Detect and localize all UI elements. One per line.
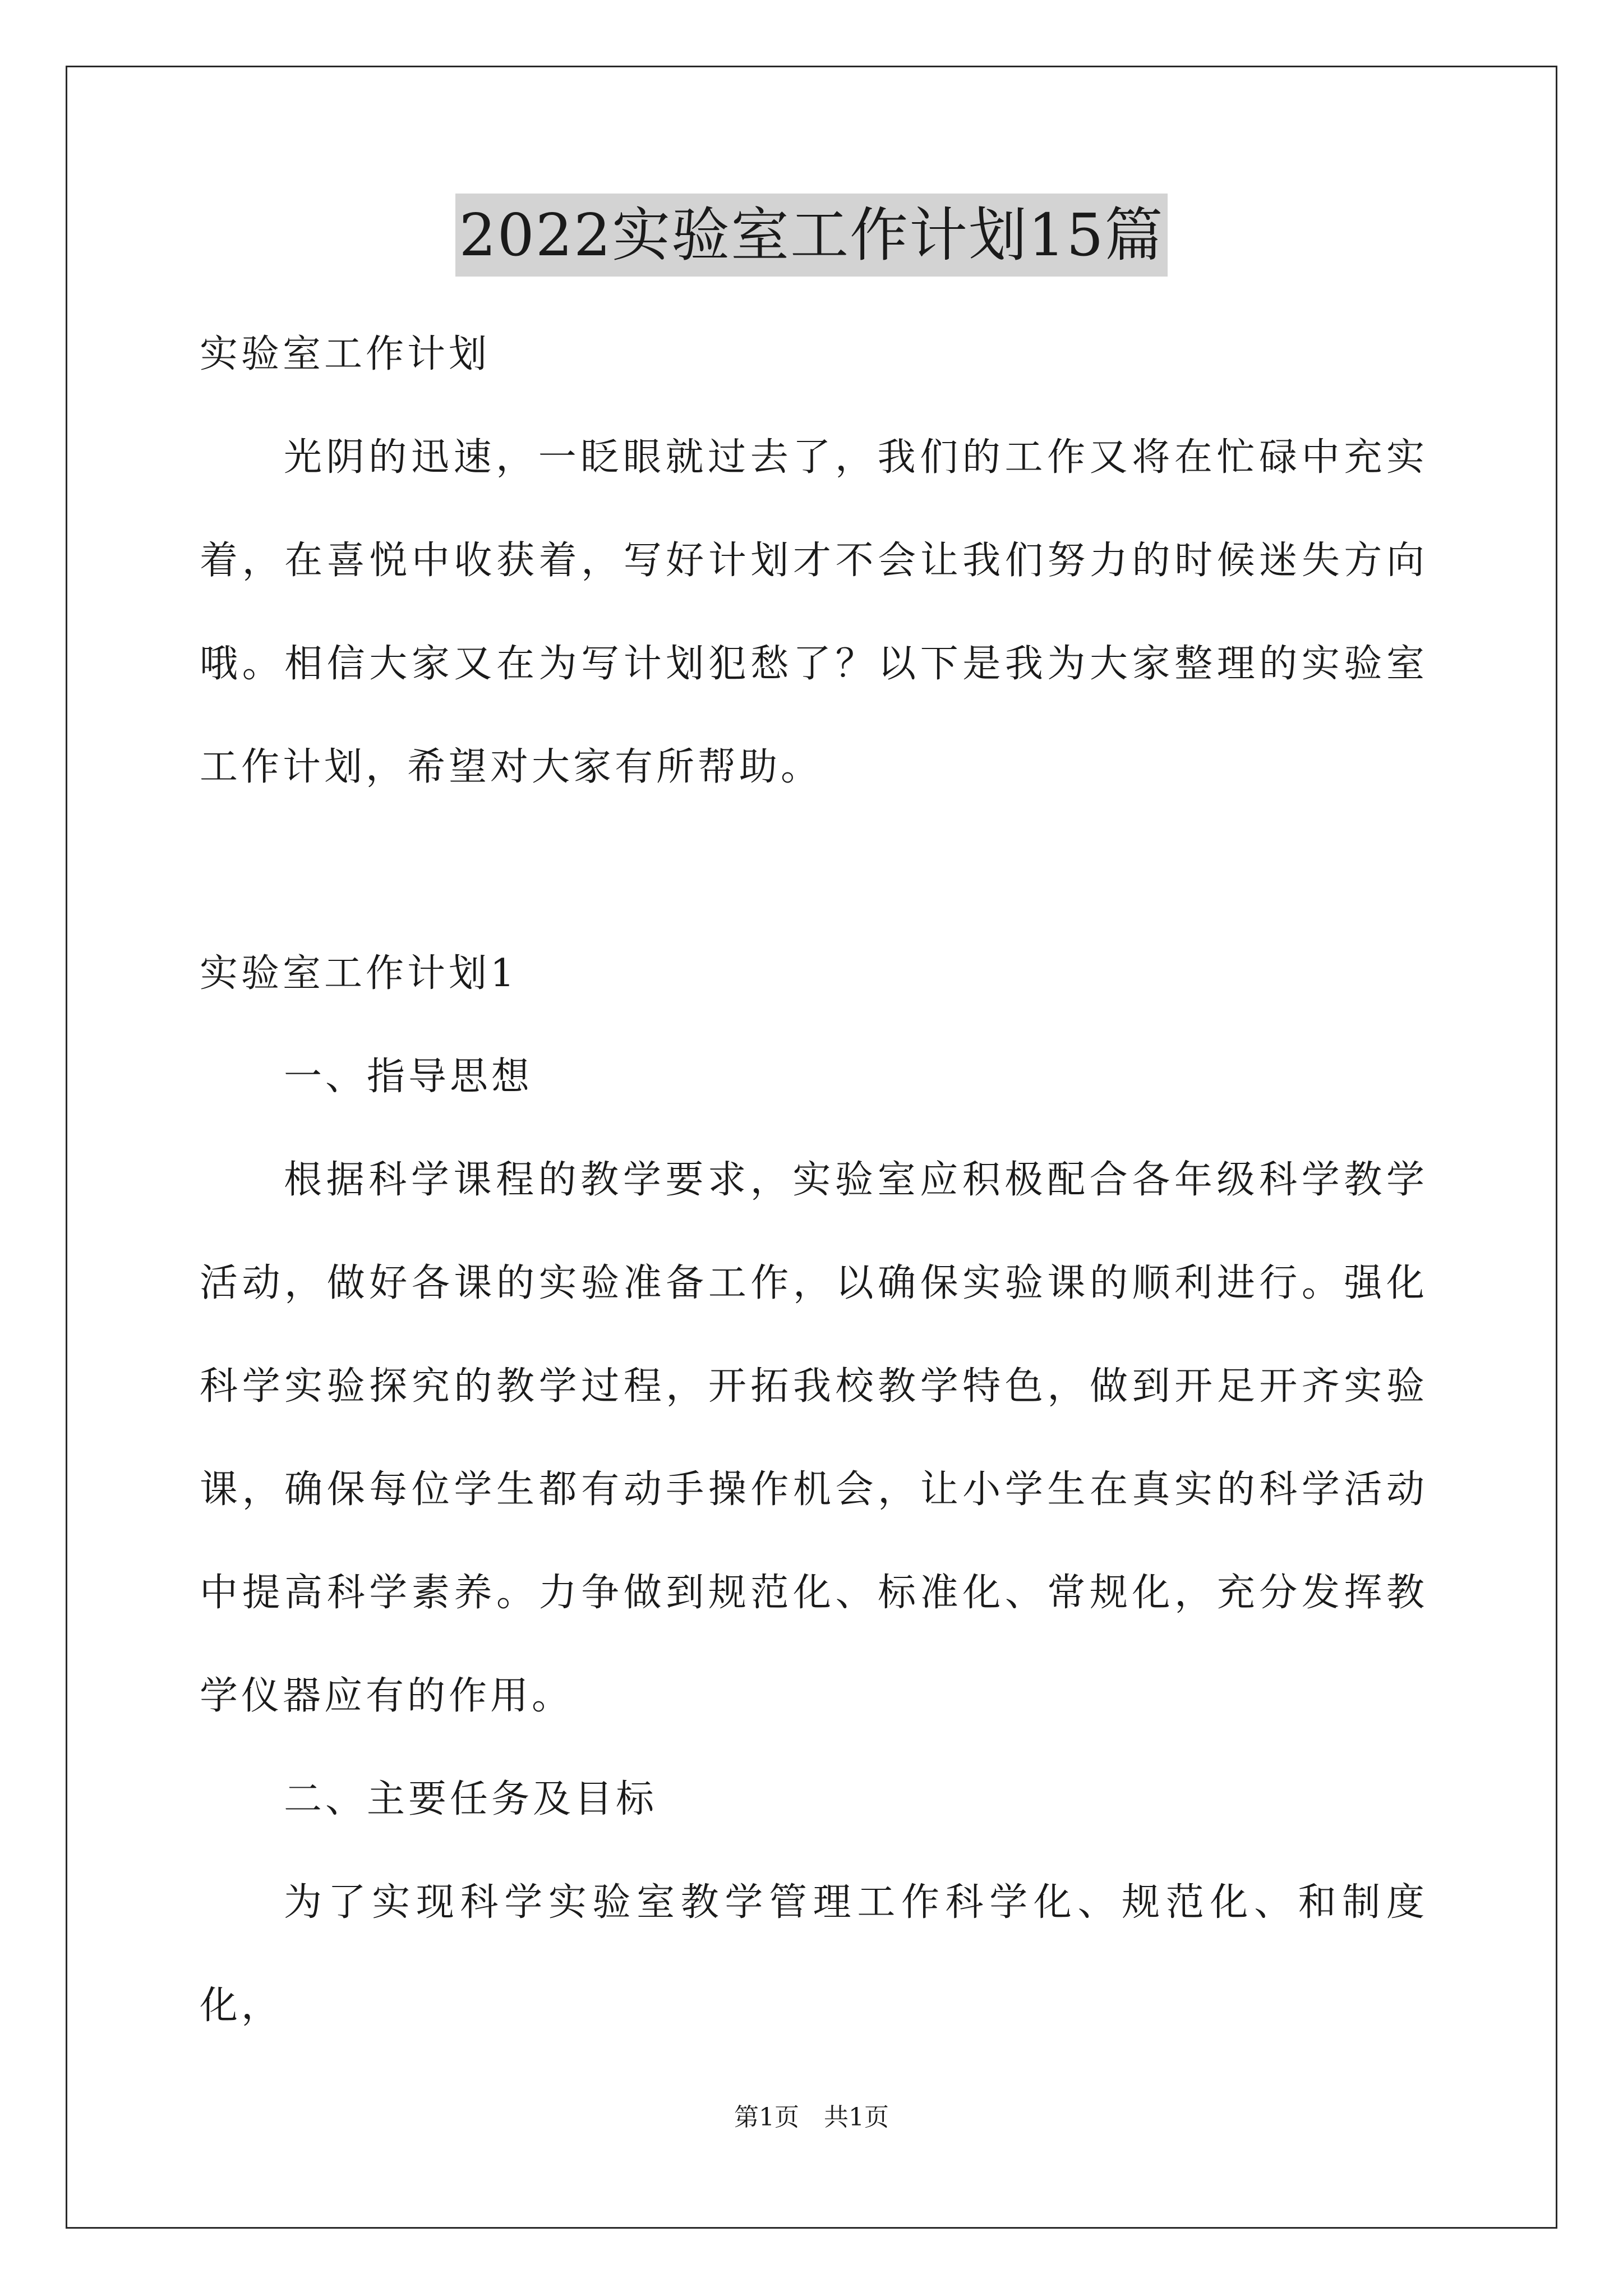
spacer [200, 819, 1428, 922]
document-title: 2022实验室工作计划15篇 [455, 194, 1167, 277]
paragraph-guiding-ideology: 根据科学课程的教学要求，实验室应积极配合各年级科学教学活动，做好各课的实验准备工作，以确保实验课的顺利进行。强化科学实验探究的教学过程，开拓我校教学特色，做到开足开齐实验课，确保每位学生都有动手操作机会，让小学生在真实的科学活动中提高科学素养。力争做到规范化、标准化、常规化，充分发挥教学仪器应有的作用。 [200, 1158, 1428, 1718]
subheading-tasks-goals: 二、主要任务及目标 [284, 1777, 658, 1821]
title-container [0, 194, 1623, 277]
plan-heading: 实验室工作计划1 [200, 951, 518, 996]
section-heading: 实验室工作计划 [200, 332, 491, 376]
page-footer: 第1页 共1页 [734, 2103, 889, 2132]
paragraph-tasks-goals: 为了实现科学实验室教学管理工作科学化、规范化、和制度化， [200, 1880, 1428, 2028]
subheading-guiding-ideology: 一、指导思想 [284, 1055, 533, 1099]
document-body [200, 303, 1428, 2058]
intro-paragraph: 光阴的迅速，一眨眼就过去了，我们的工作又将在忙碌中充实着，在喜悦中收获着，写好计划才不会让我们努力的时候迷失方向哦。相信大家又在为写计划犯愁了？以下是我为大家整理的实验室工作计划，希望对大家有所帮助。 [200, 435, 1428, 789]
